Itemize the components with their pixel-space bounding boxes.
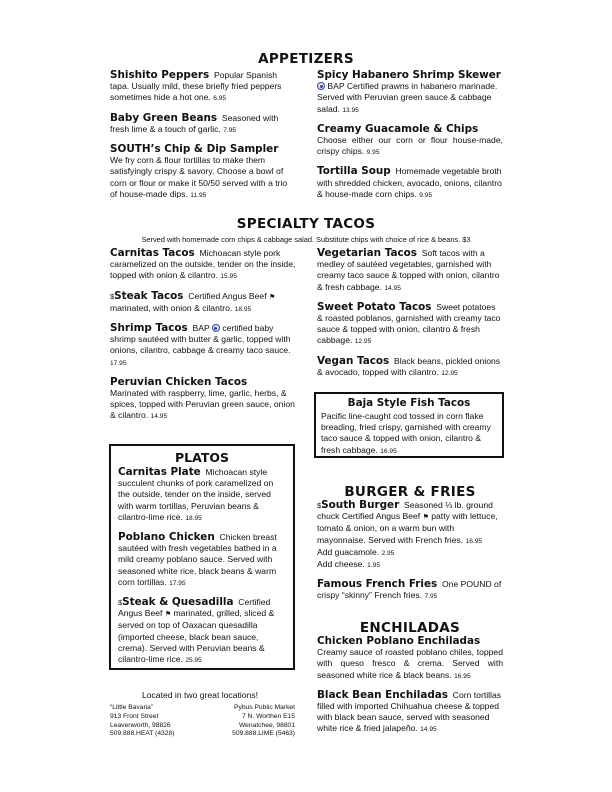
- item-name: Poblano Chicken: [118, 531, 215, 544]
- item-price: 18.95: [234, 305, 252, 313]
- item-desc: certified baby shrimp sautéed with butter & garlic, topped with onions, cilantro, cabbage & creamy taco sauce.: [110, 323, 291, 356]
- item-desc: BAP: [192, 323, 210, 334]
- location-line: 509.888.HEAT (4328): [110, 730, 175, 738]
- location-line: Wenatchee, 98801: [238, 721, 295, 729]
- item-name: Peruvian Chicken Tacos: [110, 375, 248, 388]
- appetizers-left-column: [110, 70, 293, 209]
- item-name: South Burger: [321, 499, 400, 511]
- burger-fries-column: [317, 500, 503, 611]
- item-name: Chicken Poblano Enchiladas: [317, 635, 481, 647]
- tacos-left-column: [110, 248, 296, 431]
- item-price: 6.95: [213, 95, 227, 103]
- item-price: 16.95: [380, 447, 397, 455]
- menu-item: [317, 636, 503, 682]
- item-name: Steak Tacos: [114, 289, 184, 302]
- menu-item: [317, 248, 503, 294]
- menu-item: [317, 302, 503, 348]
- item-desc: Marinated with raspberry, lime, garlic, herbs, & spices, topped with Peruvian green sauce, onion & cilantro.: [110, 388, 295, 421]
- menu-item: [118, 532, 286, 589]
- burger-fries-heading: BURGER & FRIES: [344, 484, 476, 500]
- menu-item: [321, 411, 497, 457]
- item-desc: Pacific line-caught cod tossed in corn flake breading, fried crispy, garnished with creamy taco sauce & topped with onion, cilantro & fresh cabbage.: [321, 411, 491, 455]
- item-desc: Seasoned with fresh lime & a touch of garlic.: [110, 112, 279, 134]
- item-desc: Certified Angus Beef: [118, 597, 271, 619]
- platos-box: [109, 444, 295, 670]
- item-name: Creamy Guacamole & Chips: [317, 122, 479, 135]
- item-name: SOUTH’s Chip & Dip Sampler: [110, 143, 279, 156]
- item-desc: Homemade vegetable broth with shredded chicken, avocado, onions, cilantro & house-made corn chips.: [317, 166, 502, 199]
- item-desc: Michoacan style pork caramelized on the outside, tender on the inside, topped with onion & cilantro.: [110, 248, 296, 281]
- appetizers-right-column: [317, 70, 503, 209]
- item-name: Black Bean Enchiladas: [317, 688, 448, 701]
- item-price: 12.95: [354, 338, 372, 346]
- location-line: 913 Front Street: [110, 712, 159, 720]
- item-price: 13.95: [342, 106, 359, 114]
- item-desc: Soft tacos with a medley of sautéed vegetables, garnished with creamy taco sauce & topped with onion, cilantro & fresh cabbage.: [317, 248, 500, 292]
- enchiladas-heading: ENCHILADAS: [359, 620, 461, 636]
- addon-label: Add guacamole.: [317, 546, 380, 557]
- price-prefix: $: [118, 598, 123, 608]
- item-price: 9.95: [366, 149, 380, 157]
- addon-label: Add cheese.: [317, 559, 365, 570]
- addon-price: 2.95: [381, 549, 395, 557]
- item-name: Sweet Potato Tacos: [317, 300, 432, 313]
- flag-icon: ⚑: [268, 293, 276, 301]
- item-price: 16.95: [454, 672, 471, 680]
- item-desc: Certified Angus Beef: [188, 290, 267, 301]
- item-desc: BAP Certified prawns in habanero marinade. Served with Peruvian green sauce & cabbage salad.: [317, 81, 498, 114]
- item-price: 17.95: [110, 359, 127, 367]
- item-desc: Popular Spanish tapa. Usually mild, these briefly fried peppers sometimes hide a hot one.: [110, 70, 282, 103]
- menu-item: [110, 248, 296, 283]
- menu-item: [317, 690, 503, 736]
- locations-title: Located in two great locations!: [141, 690, 259, 700]
- item-name: Baja Style Fish Tacos: [347, 397, 471, 409]
- item-desc: Corn tortillas filled with imported Chihuahua cheese & topped with black bean sauce, served with seasoned white rice & fried jalapeño.: [317, 689, 502, 734]
- item-desc: Michoacan style succulent chunks of pork caramelized on the outside, tender on the inside, served with warm tortillas, Peruvian beans & cilantro-lime rice.: [118, 467, 274, 522]
- item-name: Spicy Habanero Shrimp Skewer: [317, 69, 501, 81]
- item-price: 17.95: [169, 579, 186, 587]
- item-name: Carnitas Tacos: [110, 247, 195, 259]
- price-prefix: $: [317, 501, 322, 510]
- menu-item: [317, 356, 503, 379]
- menu-item: [317, 500, 503, 571]
- flag-icon: ⚑: [164, 611, 172, 619]
- bap-certified-icon: [317, 82, 325, 90]
- item-desc: patty with lettuce, tomato & onion, on a warm bun with mayonnaise. Served with French fries.: [317, 511, 498, 545]
- item-desc: Seasoned ⅓ lb. ground chuck Certified Angus Beef: [317, 500, 493, 522]
- bap-certified-icon: [212, 324, 220, 332]
- menu-item: [317, 166, 503, 201]
- item-price: 14.95: [384, 284, 401, 292]
- flag-icon: ⚑: [422, 514, 429, 522]
- item-price: 14.95: [420, 726, 437, 734]
- item-price: 25.95: [185, 657, 202, 665]
- menu-item: [110, 113, 293, 136]
- item-price: 11.95: [190, 191, 207, 199]
- location-wenatchee: [205, 704, 295, 739]
- item-price: 16.95: [465, 537, 483, 545]
- item-price: 7.95: [424, 593, 438, 601]
- item-desc: Chicken breast sautéed with fresh vegetables bathed in a mild creamy poblano sauce. Served with seasoned white rice, black beans & warm corn tortillas.: [118, 532, 277, 587]
- item-price: 14.95: [150, 413, 168, 421]
- item-price: 12.95: [441, 369, 458, 377]
- item-name: Shrimp Tacos: [110, 322, 188, 335]
- location-leavenworth: [110, 704, 200, 739]
- item-desc: Creamy sauce of roasted poblano chiles, topped with queso fresco & crema. Served with seasoned white rice & black beans.: [317, 647, 503, 680]
- item-name: Shishito Peppers: [110, 69, 210, 81]
- item-name: Carnitas Plate: [118, 466, 201, 478]
- specialty-tacos-heading: SPECIALTY TACOS: [236, 216, 376, 232]
- item-desc: marinated, with onion & cilantro.: [110, 302, 233, 313]
- location-line: “Little Bavaria”: [110, 704, 154, 711]
- tacos-right-column: [317, 248, 503, 387]
- enchiladas-column: [317, 636, 503, 744]
- platos-heading: PLATOS: [175, 450, 229, 465]
- item-name: Tortilla Soup: [317, 165, 391, 178]
- item-price: 18.95: [185, 514, 202, 522]
- price-prefix: $: [110, 291, 115, 301]
- menu-item: [317, 124, 503, 159]
- item-name: Famous French Fries: [317, 578, 438, 591]
- item-price: 7.95: [223, 126, 237, 134]
- menu-item: [118, 597, 286, 666]
- item-name: Vegetarian Tacos: [317, 247, 417, 259]
- menu-item: [110, 323, 296, 369]
- item-desc: One POUND of crispy “skinny” French fries.: [317, 579, 502, 601]
- appetizers-heading: APPETIZERS: [258, 51, 354, 67]
- addon-price: 1.95: [367, 562, 381, 570]
- item-name: Vegan Tacos: [317, 354, 390, 367]
- item-price: 9.95: [419, 191, 433, 199]
- menu-item: [110, 377, 296, 423]
- location-line: 7 N. Worthen E15: [241, 712, 295, 720]
- item-desc: We fry corn & flour tortillas to make them satisfyingly crispy & savory. Choose a bowl of corn or flour or make it 50/50 served with a trio of house-made dips.: [110, 155, 288, 199]
- location-line: 509.888.LIME (5463): [232, 730, 295, 738]
- item-name: Steak & Quesadilla: [122, 596, 234, 609]
- item-desc: Sweet potatoes & roasted poblanos, garnished with creamy taco sauce & topped with onion, cilantro & fresh cabbage.: [317, 301, 501, 346]
- menu-item: [110, 144, 293, 201]
- item-name: Baby Green Beans: [110, 111, 218, 124]
- location-line: Leavenworth, 98826: [110, 721, 171, 729]
- menu-item: [317, 579, 503, 602]
- menu-item: [118, 467, 286, 524]
- baja-fish-tacos-box: [314, 392, 504, 458]
- location-line: Pybus Public Market: [234, 704, 295, 711]
- item-desc: marinated, grilled, sliced & served on top of Oaxacan quesadilla (imported cheese, black bean sauce, crema). Served with Peruvian beans & cilantro-lime rice.: [118, 608, 275, 665]
- item-desc: Choose either our corn or flour house-made, crispy chips.: [317, 135, 503, 157]
- item-price: 15.95: [220, 273, 237, 281]
- menu-item: [317, 70, 503, 116]
- menu-item: [110, 291, 296, 315]
- menu-item: [110, 70, 293, 105]
- item-desc: Black beans, pickled onions & avocado, topped with cilantro.: [317, 355, 501, 377]
- specialty-tacos-note: Served with homemade corn chips & cabbage salad. Substitute chips with choice of rice & beans. $3: [141, 235, 471, 244]
